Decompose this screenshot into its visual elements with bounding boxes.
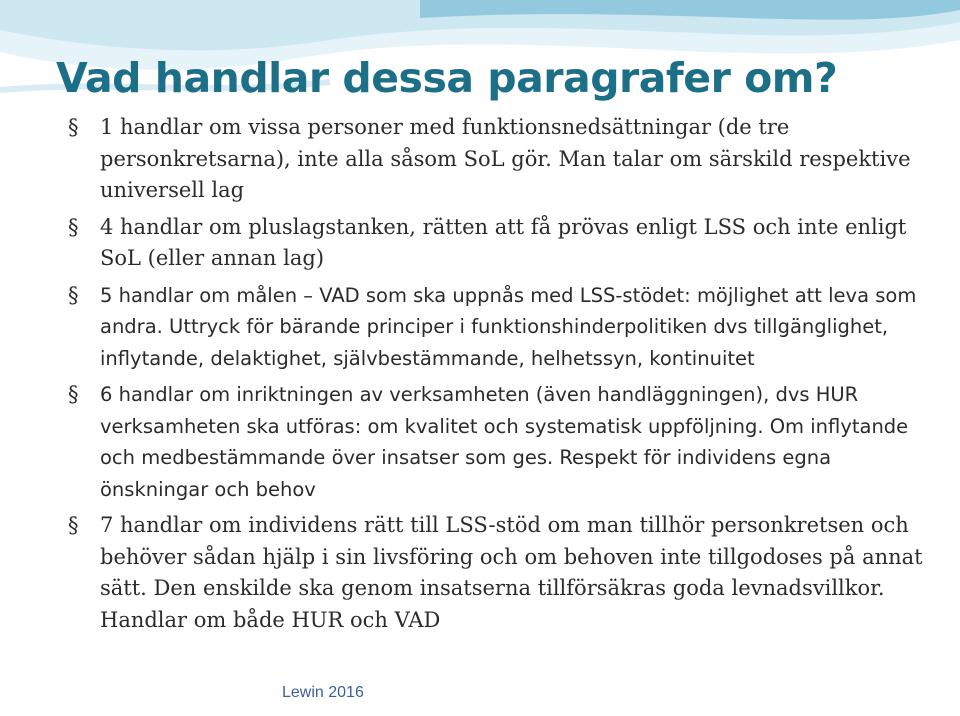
slide-title: Vad handlar dessa paragrafer om? (56, 54, 838, 102)
section-sign-icon: § (68, 382, 79, 406)
bullet-item (64, 280, 944, 375)
bullet-text: 1 handlar om vissa personer med funktionsnedsättningar (de tre personkretsarna), inte alla såsom SoL gör. Man talar om särskild respektive universell lag (100, 115, 911, 202)
bullet-item (64, 212, 944, 275)
bullet-text: 4 handlar om pluslagstanken, rätten att få prövas enligt LSS och inte enligt SoL (eller annan lag) (100, 214, 907, 270)
section-sign-icon: § (68, 513, 79, 537)
bullet-text: 5 handlar om målen – VAD som ska uppnås med LSS-stödet: möjlighet att leva som andra. Uttryck för bärande principer i funktionshinderpolitiken dvs tillgänglighet, inflytande, delaktighet, självbestämmande, helhetssyn, kontinuitet (100, 283, 917, 370)
bullet-list (64, 112, 944, 641)
footer-text: Lewin 2016 (282, 684, 364, 701)
section-sign-icon: § (68, 214, 79, 239)
bullet-text: 7 handlar om individens rätt till LSS-stöd om man tillhör personkretsen och behöver sådan hjälp i sin livsföring och om behoven inte tillgodoses på annat sätt. Den enskilde ska genom insatserna tillförsäkras goda levnadsvillkor. Handlar om både HUR och VAD (100, 513, 923, 632)
bullet-item (64, 379, 944, 505)
section-sign-icon: § (68, 115, 79, 139)
section-sign-icon: § (68, 282, 79, 307)
bullet-item (64, 510, 944, 636)
bullet-item (64, 112, 944, 207)
bullet-text: 6 handlar om inriktningen av verksamheten (även handläggningen), dvs HUR verksamheten ska utföras: om kvalitet och systematisk uppföljning. Om inflytande och medbestämmande över insatser som ges. Respekt för individens egna önskningar och behov (100, 383, 909, 501)
